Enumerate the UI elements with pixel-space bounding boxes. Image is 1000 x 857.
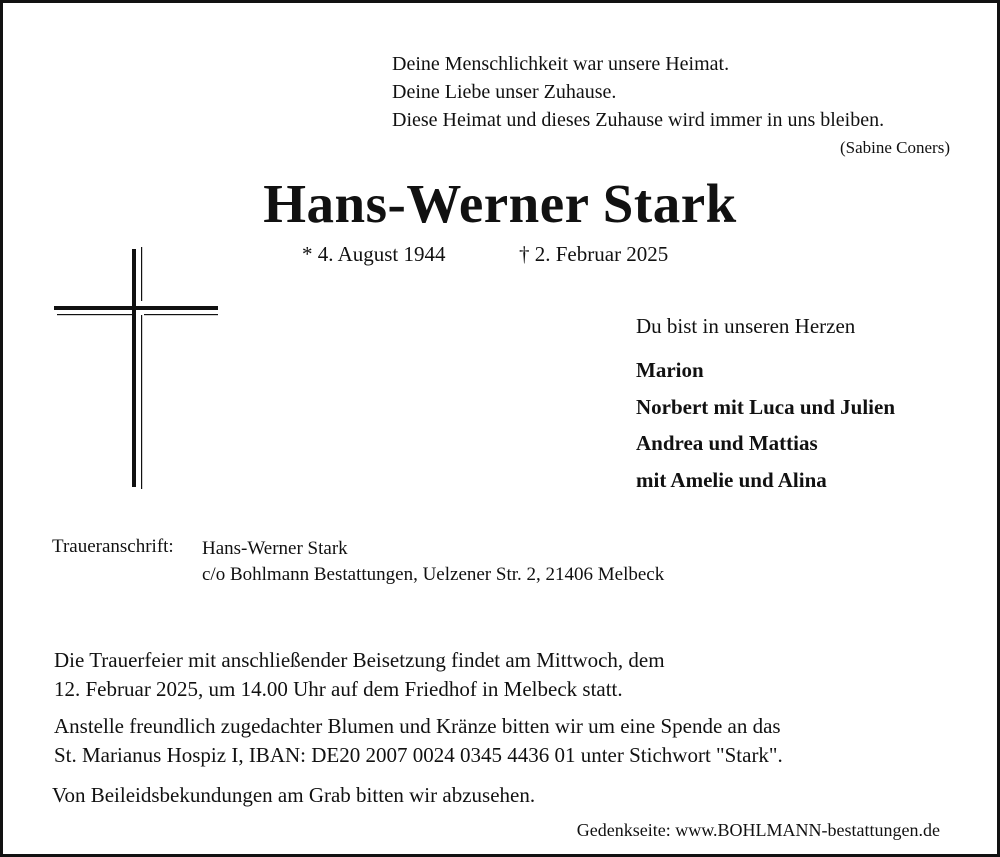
condolence-note: Von Beileidsbekundungen am Grab bitten wir abzusehen. [52, 783, 536, 807]
address [202, 536, 664, 588]
address-line: Hans-Werner Stark [202, 538, 348, 559]
deceased-name: Hans-Werner Stark [263, 173, 737, 234]
mourner-name: Andrea und Mattias [636, 431, 818, 455]
donation-request [54, 712, 783, 770]
donation-line: Anstelle freundlich zugedachter Blumen und Kränze bitten wir um eine Spende an das [54, 714, 781, 738]
mourners-intro: Du bist in unseren Herzen [636, 314, 856, 338]
poem-source: (Sabine Coners) [839, 138, 950, 157]
mourner-name: Marion [636, 358, 704, 382]
birth-date: * 4. August 1944 [302, 242, 446, 266]
service-announcement [54, 646, 665, 704]
address-line: c/o Bohlmann Bestattungen, Uelzener Str. 2, 21406 Melbeck [202, 564, 665, 585]
address-label: Traueranschrift: [52, 536, 174, 557]
cross-icon [52, 247, 220, 489]
mourners-list [636, 352, 895, 498]
poem-line: Deine Liebe unser Zuhause. [392, 81, 617, 103]
service-line: 12. Februar 2025, um 14.00 Uhr auf dem Friedhof in Melbeck statt. [54, 677, 623, 701]
poem-line: Diese Heimat und dieses Zuhause wird immer in uns bleiben. [392, 109, 885, 131]
mourner-name: mit Amelie und Alina [636, 467, 827, 492]
mourner-name: Norbert mit Luca und Julien [636, 394, 896, 419]
service-line: Die Trauerfeier mit anschließender Beisetzung findet am Mittwoch, dem [54, 648, 665, 672]
death-date: † 2. Februar 2025 [519, 242, 669, 266]
poem-line: Deine Menschlichkeit war unsere Heimat. [392, 53, 730, 75]
poem [392, 50, 884, 134]
memorial-website: Gedenkseite: www.BOHLMANN-bestattungen.de [576, 820, 940, 840]
donation-line: St. Marianus Hospiz I, IBAN: DE20 2007 0024 0345 4436 01 unter Stichwort "Stark". [54, 743, 783, 767]
